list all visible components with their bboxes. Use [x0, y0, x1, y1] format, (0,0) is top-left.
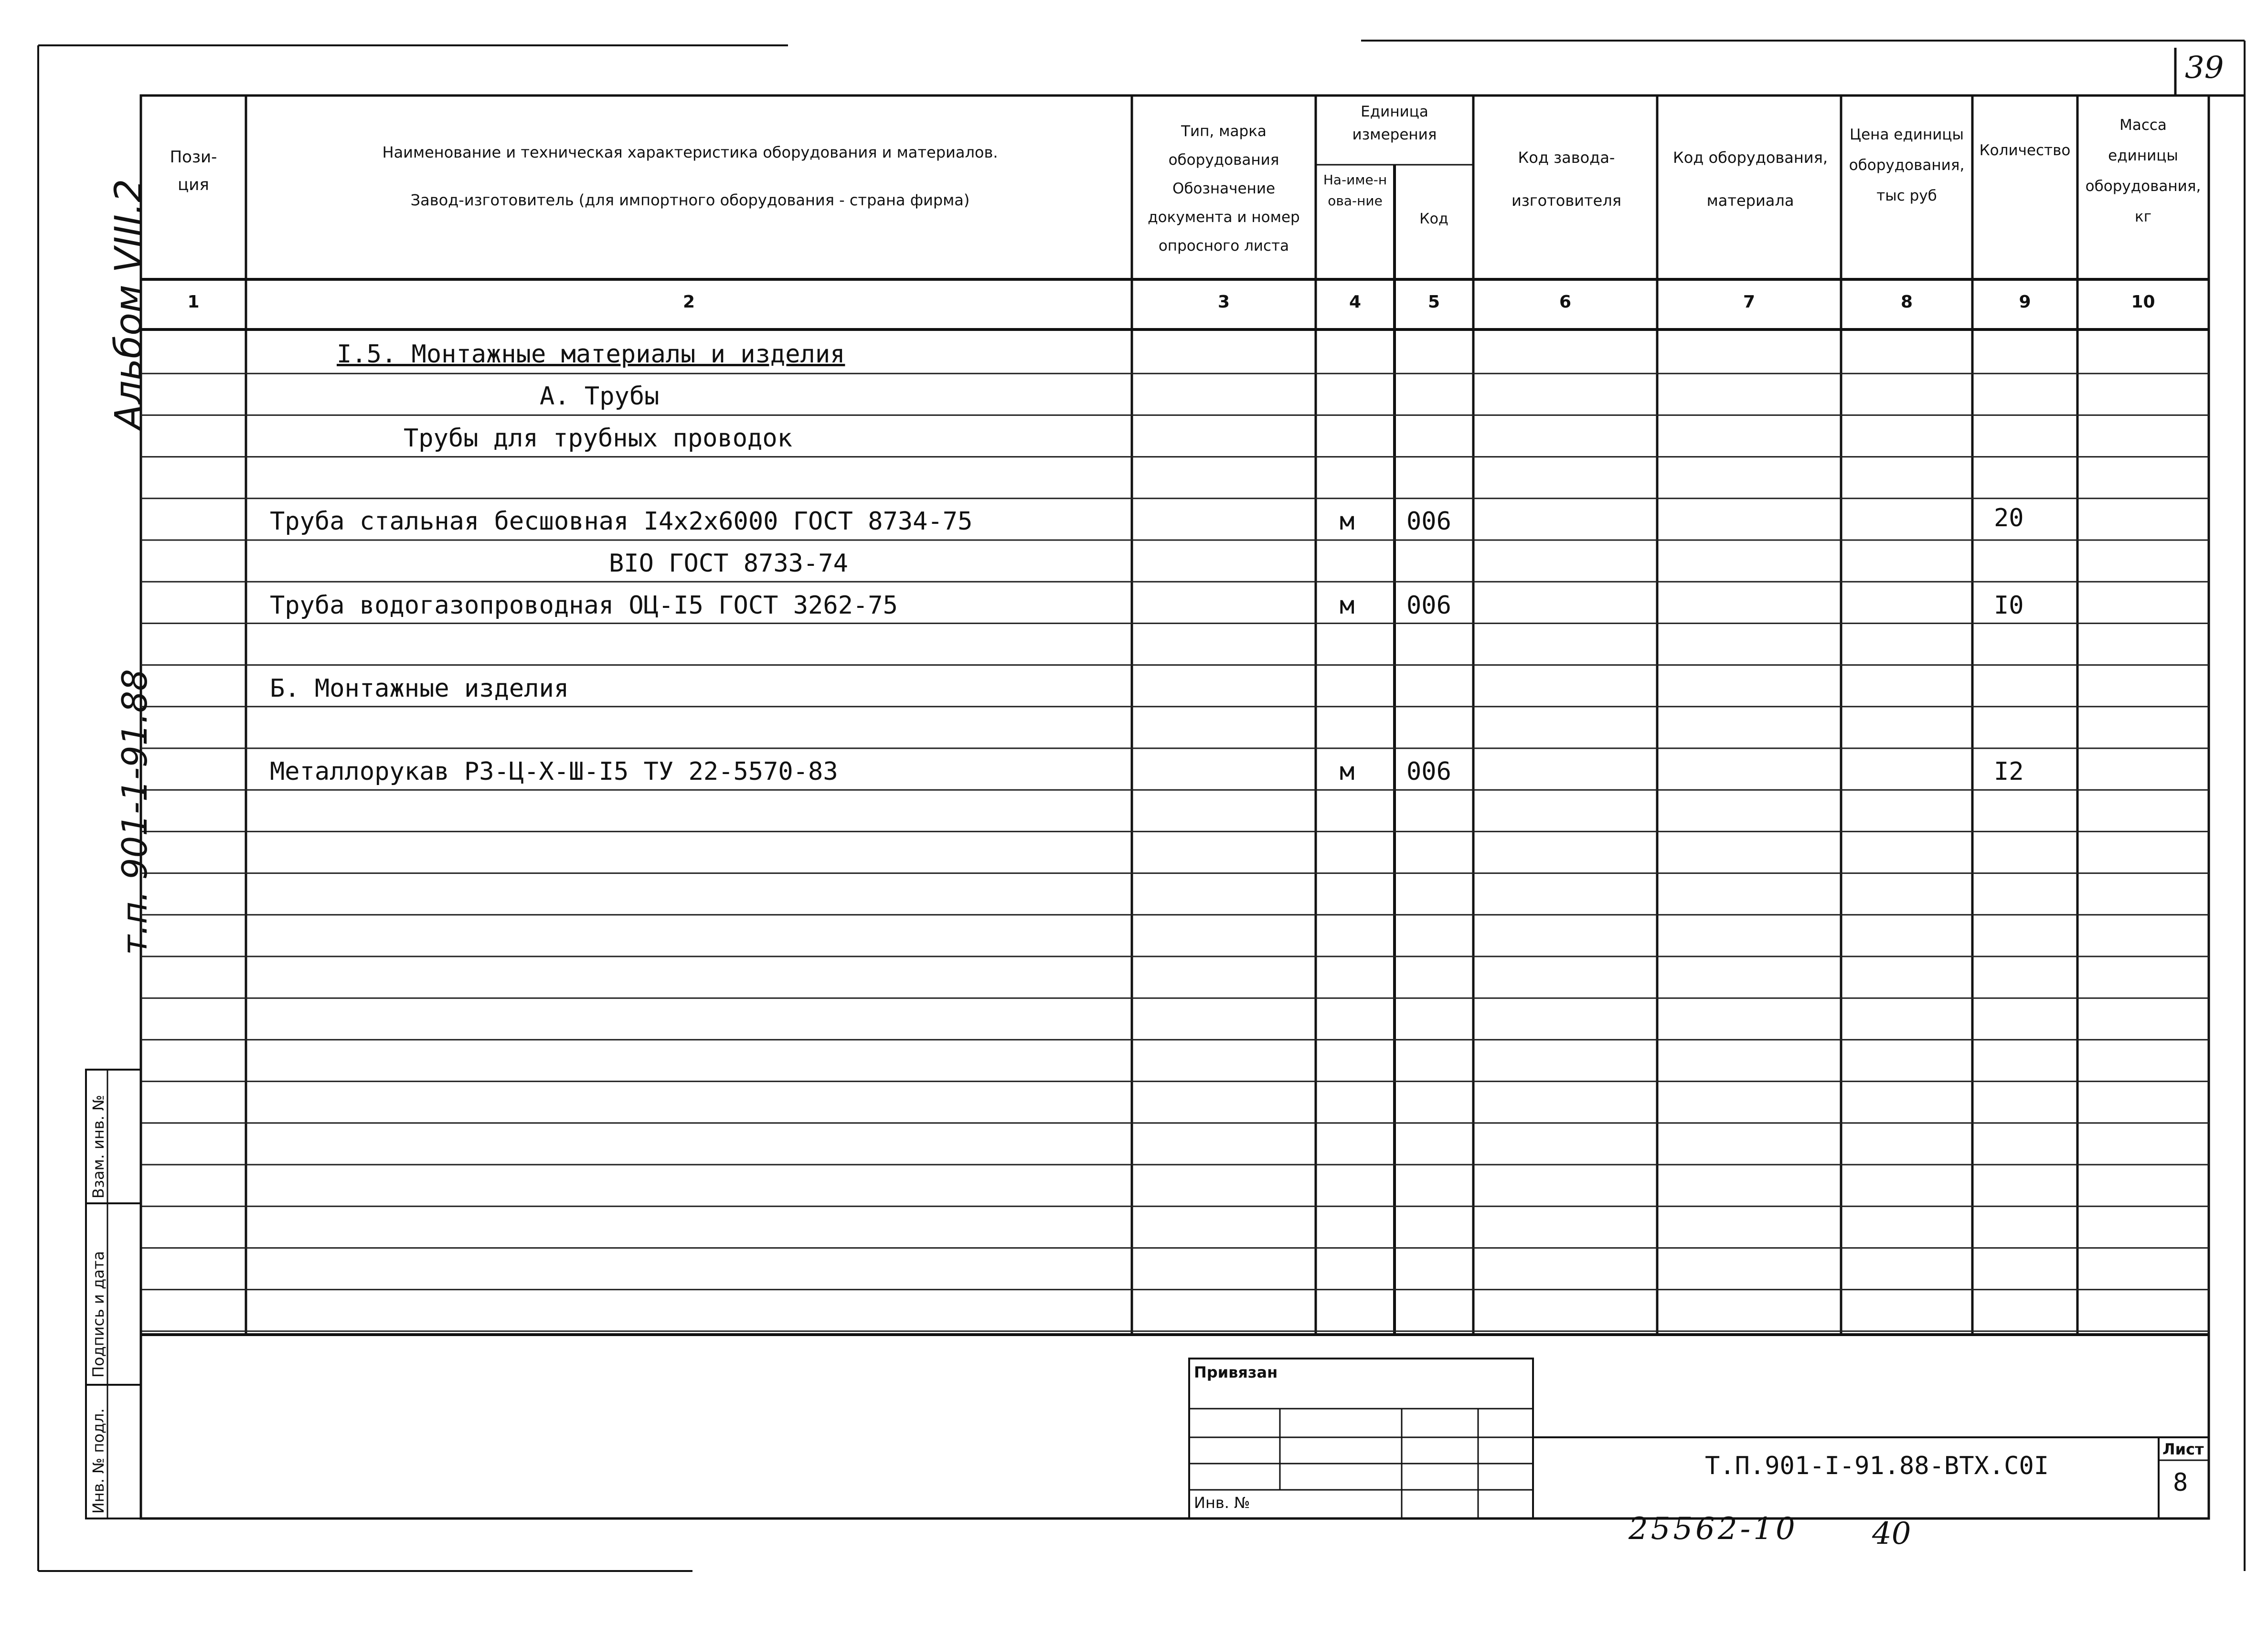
row-subsection-pipe-lines: Трубы для трубных проводок	[404, 424, 792, 453]
header-price: Цена единицы оборудования, тыс руб	[1849, 126, 1965, 204]
col-number-10: 10	[2131, 292, 2155, 312]
header-unit: Единица измерения	[1352, 103, 1437, 143]
row-item-code: 006	[1406, 591, 1451, 620]
col-number-4: 4	[1349, 292, 1362, 312]
header-equipment-code: Код оборудования, материала	[1672, 149, 1828, 210]
row-item-unit: м	[1340, 757, 1355, 786]
col-number-5: 5	[1427, 292, 1440, 312]
col-number-7: 7	[1743, 292, 1756, 312]
header-name: Наименование и техническая характеристика оборудования и материалов.	[382, 143, 998, 161]
row-item-unit: м	[1340, 507, 1355, 536]
inventory-number: 25562-10	[1629, 1511, 1798, 1547]
row-subsection-pipes: А. Трубы	[540, 382, 660, 411]
strip-podpis-data: Подпись и дата	[89, 1251, 107, 1378]
row-item-name-cont: BIO ГОСТ 8733-74	[609, 549, 848, 578]
side-stamp-album: Альбом VIII.2	[107, 179, 150, 430]
header-plant-code: Код завода-изготовителя	[1511, 149, 1622, 210]
col-number-9: 9	[2019, 292, 2031, 312]
row-item-code: 006	[1406, 507, 1451, 536]
col-number-2: 2	[682, 292, 695, 312]
document-code: Т.П.901-I-91.88-ВТХ.С0I	[1705, 1452, 2049, 1480]
row-item-qty: 20	[1994, 504, 2024, 532]
list-value: 8	[2173, 1468, 2188, 1497]
row-item-name: Труба стальная бесшовная I4x2x6000 ГОСТ 8734-75	[270, 507, 973, 536]
row-item-code: 006	[1406, 757, 1451, 786]
header-unit-code: Код	[1419, 211, 1448, 227]
header-position: Пози- ция	[170, 148, 217, 194]
row-section-title: I.5. Монтажные материалы и изделия	[337, 340, 845, 369]
handwritten-page-number: 40	[1872, 1516, 1911, 1551]
stamp-inv-no: Инв. №	[1194, 1494, 1250, 1512]
col-number-3: 3	[1217, 292, 1230, 312]
col-number-8: 8	[1900, 292, 1913, 312]
side-stamp-project: т.п. 901-1-91.88	[115, 669, 155, 955]
list-label: Лист	[2162, 1440, 2204, 1458]
row-item-name: Металлорукав Р3-Ц-Х-Ш-I5 ТУ 22-5570-83	[270, 757, 838, 786]
header-unit-name: На-име-нова-ние	[1323, 172, 1387, 209]
row-item-unit: м	[1340, 591, 1355, 620]
stamp-privyazan: Привязан	[1194, 1363, 1278, 1381]
header-type: Тип, марка оборудования Обозначение документа и номер опросного листа	[1148, 123, 1300, 255]
col-number-1: 1	[187, 292, 200, 312]
header-manufacturer: Завод-изготовитель (для импортного оборудования - страна фирма)	[410, 191, 970, 209]
strip-vzam-inv: Взам. инв. №	[89, 1094, 107, 1199]
row-item-qty: I0	[1994, 591, 2024, 620]
sheet-number: 39	[2185, 50, 2224, 85]
strip-inv-podl: Инв. № подл.	[89, 1408, 107, 1514]
col-number-6: 6	[1559, 292, 1572, 312]
header-qty: Количество	[1979, 142, 2071, 159]
row-item-name: Труба водогазопроводная ОЦ-I5 ГОСТ 3262-75	[270, 591, 898, 620]
row-item-qty: I2	[1994, 757, 2024, 786]
header-mass: Масса единицы оборудования, кг	[2085, 117, 2201, 225]
row-subsection-fittings: Б. Монтажные изделия	[270, 674, 569, 703]
